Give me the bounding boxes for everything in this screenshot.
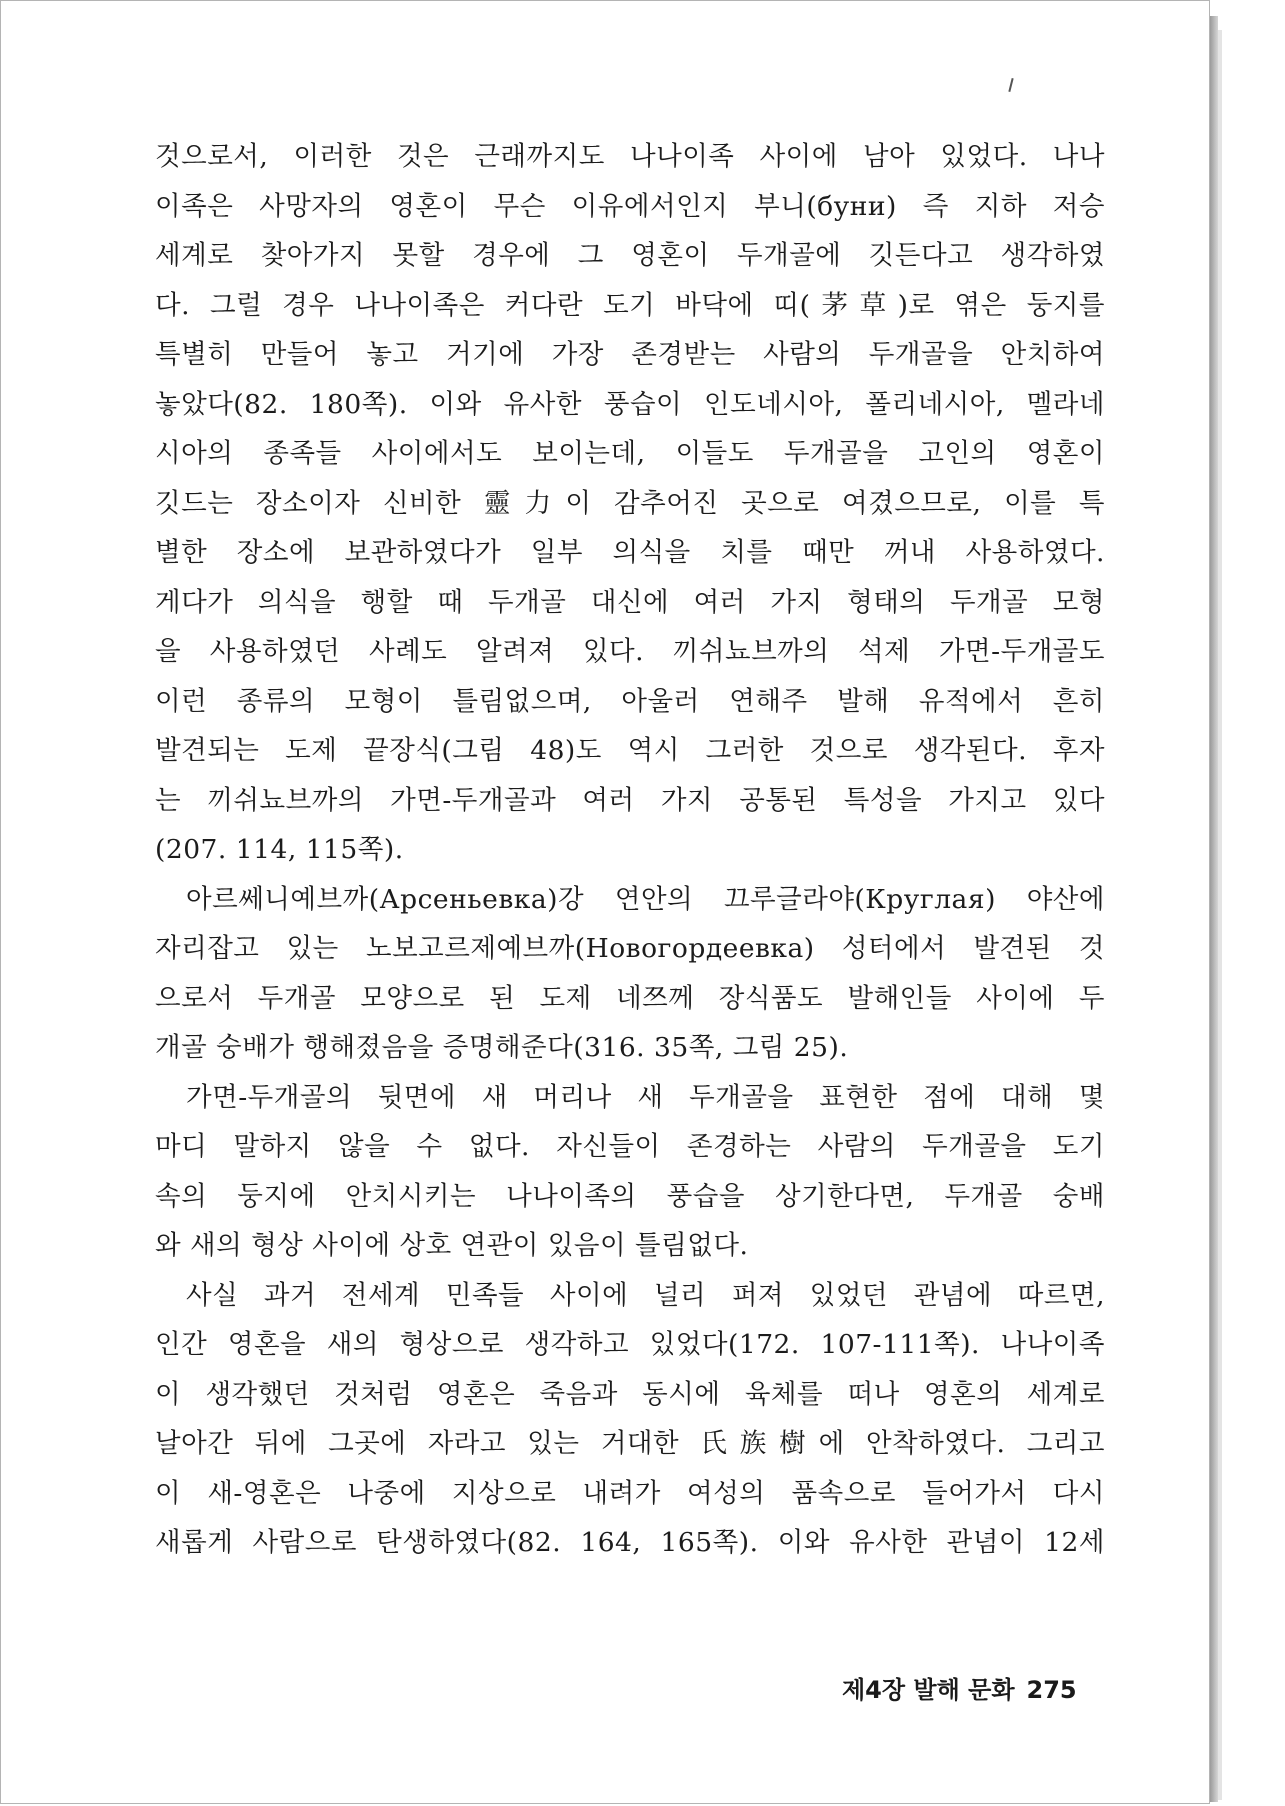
text-line: 인간 영혼을 새의 형상으로 생각하고 있었다(172. 107-111쪽). 나나이족 (155, 1329, 1105, 1360)
text-line: 을 사용하였던 사례도 알려져 있다. 끼쉬뇨브까의 석제 가면-두개골도 (155, 636, 1105, 667)
body-text (155, 132, 1105, 1568)
page-number: 275 (1026, 1676, 1077, 1704)
text-line: 시아의 종족들 사이에서도 보이는데, 이들도 두개골을 고인의 영혼이 (155, 438, 1105, 469)
text-line: 이런 종류의 모형이 틀림없으며, 아울러 연해주 발해 유적에서 흔히 (155, 685, 1105, 717)
text-line: 것으로서, 이러한 것은 근래까지도 나나이족 사이에 남아 있었다. 나나 (155, 141, 1105, 172)
footer-chapter-title: 제4장 발해 문화 (842, 1676, 1015, 1704)
text-line: 새롭게 사람으로 탄생하였다(82. 164, 165쪽). 이와 유사한 관념이 12세 (155, 1527, 1105, 1558)
text-line: 으로서 두개골 모양으로 된 도제 네쯔께 장식품도 발해인들 사이에 두 (155, 982, 1105, 1014)
text-line: 놓았다(82. 180쪽). 이와 유사한 풍습이 인도네시아, 폴리네시아, 멜라네 (155, 388, 1105, 420)
running-footer (842, 1670, 1082, 1705)
text-line: 이족은 사망자의 영혼이 무슨 이유에서인지 부니(буни) 즉 지하 저승 (155, 190, 1105, 222)
paragraph (155, 1271, 1105, 1568)
text-line: 개골 숭배가 행해졌음을 증명해준다(316. 35쪽, 그림 25). (155, 1032, 849, 1063)
page-edge-shadow (1210, 16, 1218, 1802)
text-line: 는 끼쉬뇨브까의 가면-두개골과 여러 가지 공통된 특성을 가지고 있다 (155, 784, 1105, 816)
paragraph (155, 875, 1105, 1073)
text-line: 별한 장소에 보관하였다가 일부 의식을 치를 때만 꺼내 사용하였다. (155, 537, 1105, 568)
text-line: 자리잡고 있는 노보고르제예브까(Новогордеевка) 성터에서 발견된 것 (155, 933, 1105, 964)
text-line: (207. 114, 115쪽). (155, 834, 404, 865)
text-line: 와 새의 형상 사이에 상호 연관이 있음이 틀림없다. (155, 1230, 749, 1261)
text-line: 이 새-영혼은 나중에 지상으로 내려가 여성의 품속으로 들어가서 다시 (155, 1477, 1105, 1509)
page-edge-shadow-2 (1218, 30, 1222, 1800)
text-line: 사실 과거 전세계 민족들 사이에 널리 퍼져 있었던 관념에 따르면, (186, 1279, 1105, 1311)
text-line: 아르쎄니예브까(Арсеньевка)강 연안의 끄루글라야(Круглая) 야산에 (186, 883, 1105, 915)
text-line: 이 생각했던 것처럼 영혼은 죽음과 동시에 육체를 떠나 영혼의 세계로 (155, 1378, 1105, 1410)
text-line: 깃드는 장소이자 신비한 靈力이 감추어진 곳으로 여겼으므로, 이를 특 (155, 487, 1105, 519)
text-line: 날아간 뒤에 그곳에 자라고 있는 거대한 氏族樹에 안착하였다. 그리고 (155, 1428, 1105, 1459)
paragraph (155, 1073, 1105, 1271)
text-line: 속의 둥지에 안치시키는 나나이족의 풍습을 상기한다면, 두개골 숭배 (155, 1180, 1105, 1212)
paragraph (155, 132, 1105, 875)
text-line: 가면-두개골의 뒷면에 새 머리나 새 두개골을 표현한 점에 대해 몇 (186, 1081, 1105, 1113)
text-line: 특별히 만들어 놓고 거기에 가장 존경받는 사람의 두개골을 안치하여 (155, 339, 1105, 370)
text-line: 마디 말하지 않을 수 없다. 자신들이 존경하는 사람의 두개골을 도기 (155, 1131, 1105, 1162)
text-line: 세계로 찾아가지 못할 경우에 그 영혼이 두개골에 깃든다고 생각하였 (155, 240, 1105, 271)
text-line: 게다가 의식을 행할 때 두개골 대신에 여러 가지 형태의 두개골 모형 (155, 586, 1105, 618)
text-line: 발견되는 도제 끝장식(그림 48)도 역시 그러한 것으로 생각된다. 후자 (155, 735, 1105, 766)
text-line: 다. 그럴 경우 나나이족은 커다란 도기 바닥에 띠(茅草)로 엮은 둥지를 (155, 289, 1105, 321)
